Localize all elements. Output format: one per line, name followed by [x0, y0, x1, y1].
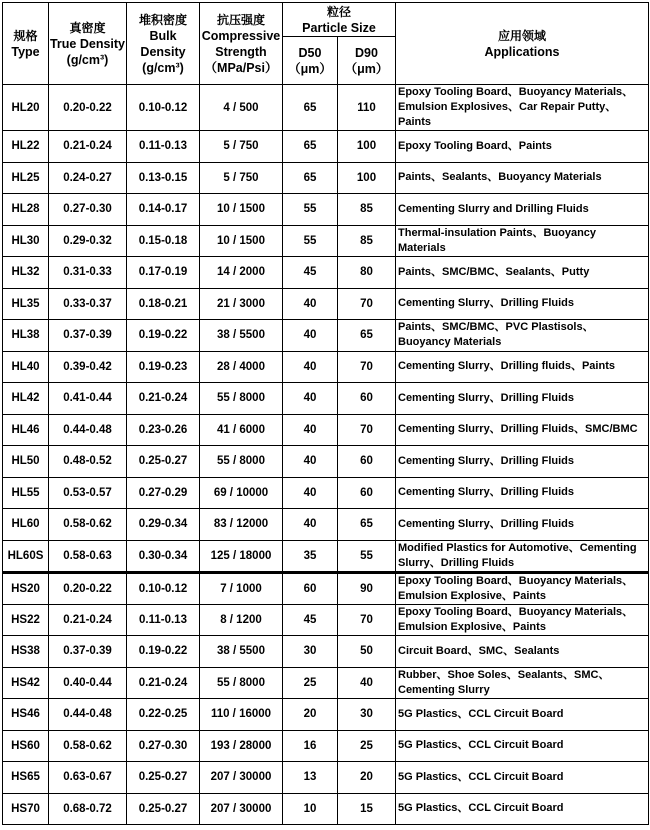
header-applications-en: Applications [484, 44, 560, 59]
table-row [3, 288, 649, 320]
cell-d90: 85 [338, 225, 396, 257]
cell-type: HS70 [3, 793, 49, 825]
cell-applications: Cementing Slurry、Drilling fluids、Paints [396, 351, 649, 383]
cell-true-density: 0.27-0.30 [49, 194, 127, 226]
cell-d50: 40 [283, 477, 338, 509]
cell-d50: 30 [283, 636, 338, 668]
cell-type: HL30 [3, 225, 49, 257]
cell-true-density: 0.33-0.37 [49, 288, 127, 320]
cell-applications: Paints、SMC/BMC、Sealants、Putty [396, 257, 649, 289]
cell-bulk-density: 0.22-0.25 [127, 699, 200, 731]
header-applications [396, 3, 649, 85]
table-row [3, 225, 649, 257]
spec-table-container [2, 2, 648, 828]
cell-d90: 100 [338, 131, 396, 163]
cell-d50: 65 [283, 131, 338, 163]
header-d50 [283, 37, 338, 85]
cell-d90: 60 [338, 477, 396, 509]
header-bulk-density-unit: (g/cm³) [142, 60, 184, 75]
cell-applications: Cementing Slurry、Drilling Fluids [396, 477, 649, 509]
header-d90-label: D90 [355, 45, 378, 60]
cell-bulk-density: 0.13-0.15 [127, 162, 200, 194]
cell-true-density: 0.68-0.72 [49, 793, 127, 825]
cell-applications: Cementing Slurry、Drilling Fluids [396, 446, 649, 478]
cell-applications: Cementing Slurry、Drilling Fluids [396, 288, 649, 320]
cell-true-density: 0.31-0.33 [49, 257, 127, 289]
cell-strength: 38 / 5500 [200, 636, 283, 668]
header-d90-unit: （μm） [344, 61, 389, 76]
table-row [3, 85, 649, 131]
cell-applications: Circuit Board、SMC、Sealants [396, 636, 649, 668]
cell-applications: Cementing Slurry、Drilling Fluids [396, 383, 649, 415]
cell-applications: Epoxy Tooling Board、Buoyancy Materials、Emulsion Explosive、Paints [396, 604, 649, 636]
cell-true-density: 0.39-0.42 [49, 351, 127, 383]
table-row [3, 540, 649, 572]
cell-d50: 40 [283, 509, 338, 541]
cell-strength: 5 / 750 [200, 162, 283, 194]
cell-applications: Rubber、Shoe Soles、Sealants、SMC、Cementing Slurry [396, 667, 649, 699]
cell-strength: 125 / 18000 [200, 540, 283, 572]
cell-applications: Cementing Slurry and Drilling Fluids [396, 194, 649, 226]
cell-strength: 5 / 750 [200, 131, 283, 163]
cell-type: HS60 [3, 730, 49, 762]
cell-strength: 83 / 12000 [200, 509, 283, 541]
header-type [3, 3, 49, 85]
cell-d90: 85 [338, 194, 396, 226]
cell-d90: 60 [338, 446, 396, 478]
cell-d50: 40 [283, 446, 338, 478]
cell-applications: Epoxy Tooling Board、Buoyancy Materials、Emulsion Explosives、Car Repair Putty、Paints [396, 85, 649, 131]
cell-true-density: 0.63-0.67 [49, 762, 127, 794]
header-type-en: Type [11, 44, 40, 59]
cell-strength: 55 / 8000 [200, 667, 283, 699]
cell-strength: 8 / 1200 [200, 604, 283, 636]
cell-bulk-density: 0.11-0.13 [127, 604, 200, 636]
cell-type: HS46 [3, 699, 49, 731]
cell-d90: 65 [338, 320, 396, 352]
cell-type: HL25 [3, 162, 49, 194]
cell-applications: Epoxy Tooling Board、Paints [396, 131, 649, 163]
cell-d50: 13 [283, 762, 338, 794]
cell-applications: Paints、SMC/BMC、PVC Plastisols、Buoyancy Materials [396, 320, 649, 352]
cell-type: HL35 [3, 288, 49, 320]
cell-bulk-density: 0.19-0.22 [127, 636, 200, 668]
cell-strength: 21 / 3000 [200, 288, 283, 320]
cell-true-density: 0.37-0.39 [49, 320, 127, 352]
cell-true-density: 0.21-0.24 [49, 131, 127, 163]
header-true-density [49, 3, 127, 85]
cell-type: HL38 [3, 320, 49, 352]
table-row [3, 604, 649, 636]
cell-strength: 55 / 8000 [200, 383, 283, 415]
cell-strength: 110 / 16000 [200, 699, 283, 731]
cell-d90: 70 [338, 288, 396, 320]
cell-true-density: 0.58-0.62 [49, 730, 127, 762]
cell-d50: 65 [283, 85, 338, 131]
cell-d50: 35 [283, 540, 338, 572]
cell-applications: Cementing Slurry、Drilling Fluids、SMC/BMC [396, 414, 649, 446]
cell-strength: 10 / 1500 [200, 194, 283, 226]
cell-strength: 38 / 5500 [200, 320, 283, 352]
cell-applications: Paints、Sealants、Buoyancy Materials [396, 162, 649, 194]
cell-bulk-density: 0.30-0.34 [127, 540, 200, 572]
cell-d90: 100 [338, 162, 396, 194]
cell-d50: 20 [283, 699, 338, 731]
cell-d90: 25 [338, 730, 396, 762]
cell-type: HL20 [3, 85, 49, 131]
cell-type: HL22 [3, 131, 49, 163]
cell-bulk-density: 0.21-0.24 [127, 383, 200, 415]
cell-d90: 20 [338, 762, 396, 794]
cell-strength: 10 / 1500 [200, 225, 283, 257]
cell-true-density: 0.44-0.48 [49, 414, 127, 446]
cell-type: HL32 [3, 257, 49, 289]
cell-true-density: 0.58-0.63 [49, 540, 127, 572]
cell-d90: 15 [338, 793, 396, 825]
table-row [3, 414, 649, 446]
cell-strength: 14 / 2000 [200, 257, 283, 289]
table-row [3, 131, 649, 163]
cell-true-density: 0.40-0.44 [49, 667, 127, 699]
cell-d90: 55 [338, 540, 396, 572]
header-type-zh: 规格 [13, 28, 38, 43]
header-bulk-density [127, 3, 200, 85]
cell-strength: 193 / 28000 [200, 730, 283, 762]
table-row [3, 162, 649, 194]
cell-true-density: 0.41-0.44 [49, 383, 127, 415]
cell-bulk-density: 0.25-0.27 [127, 446, 200, 478]
cell-d50: 60 [283, 572, 338, 604]
cell-applications: 5G Plastics、CCL Circuit Board [396, 762, 649, 794]
cell-applications: 5G Plastics、CCL Circuit Board [396, 793, 649, 825]
cell-d90: 30 [338, 699, 396, 731]
header-d50-unit: （μm） [288, 61, 332, 76]
table-row [3, 477, 649, 509]
cell-strength: 207 / 30000 [200, 762, 283, 794]
table-row [3, 320, 649, 352]
cell-bulk-density: 0.25-0.27 [127, 762, 200, 794]
cell-true-density: 0.21-0.24 [49, 604, 127, 636]
cell-type: HL50 [3, 446, 49, 478]
table-row [3, 446, 649, 478]
table-row [3, 762, 649, 794]
table-row [3, 793, 649, 825]
cell-d90: 70 [338, 414, 396, 446]
cell-true-density: 0.44-0.48 [49, 699, 127, 731]
cell-applications: Epoxy Tooling Board、Buoyancy Materials、Emulsion Explosive、Paints [396, 572, 649, 604]
cell-true-density: 0.48-0.52 [49, 446, 127, 478]
cell-strength: 55 / 8000 [200, 446, 283, 478]
table-row [3, 572, 649, 604]
cell-applications: Cementing Slurry、Drilling Fluids [396, 509, 649, 541]
header-d50-label: D50 [298, 45, 322, 60]
cell-type: HL60 [3, 509, 49, 541]
cell-d50: 25 [283, 667, 338, 699]
table-row [3, 730, 649, 762]
header-true-density-en: True Density [49, 36, 126, 51]
cell-type: HL42 [3, 383, 49, 415]
cell-applications: 5G Plastics、CCL Circuit Board [396, 699, 649, 731]
cell-true-density: 0.20-0.22 [49, 572, 127, 604]
cell-true-density: 0.53-0.57 [49, 477, 127, 509]
header-particle-size-en: Particle Size [302, 20, 376, 35]
cell-d90: 70 [338, 351, 396, 383]
header-bulk-density-zh: 堆积密度 [138, 12, 187, 27]
cell-strength: 207 / 30000 [200, 793, 283, 825]
header-particle-size [283, 3, 396, 37]
table-row [3, 667, 649, 699]
table-header [3, 3, 649, 85]
cell-d50: 55 [283, 225, 338, 257]
table-row [3, 351, 649, 383]
cell-bulk-density: 0.27-0.29 [127, 477, 200, 509]
header-d90 [338, 37, 396, 85]
cell-type: HS42 [3, 667, 49, 699]
cell-d50: 40 [283, 320, 338, 352]
cell-d50: 40 [283, 288, 338, 320]
table-body [3, 85, 649, 825]
header-bulk-density-en: Bulk Density [140, 28, 186, 59]
cell-d90: 90 [338, 572, 396, 604]
cell-true-density: 0.58-0.62 [49, 509, 127, 541]
cell-d90: 80 [338, 257, 396, 289]
header-particle-size-zh: 粒径 [326, 4, 351, 19]
cell-bulk-density: 0.10-0.12 [127, 85, 200, 131]
cell-true-density: 0.37-0.39 [49, 636, 127, 668]
cell-bulk-density: 0.27-0.30 [127, 730, 200, 762]
header-true-density-zh: 真密度 [69, 20, 106, 35]
cell-bulk-density: 0.25-0.27 [127, 793, 200, 825]
table-row [3, 509, 649, 541]
cell-strength: 41 / 6000 [200, 414, 283, 446]
cell-bulk-density: 0.21-0.24 [127, 667, 200, 699]
cell-true-density: 0.20-0.22 [49, 85, 127, 131]
cell-true-density: 0.24-0.27 [49, 162, 127, 194]
table-row [3, 194, 649, 226]
cell-bulk-density: 0.23-0.26 [127, 414, 200, 446]
header-strength-zh: 抗压强度 [216, 12, 265, 27]
product-spec-table [2, 2, 649, 825]
cell-d90: 50 [338, 636, 396, 668]
cell-d50: 55 [283, 194, 338, 226]
cell-type: HL60S [3, 540, 49, 572]
cell-strength: 28 / 4000 [200, 351, 283, 383]
header-strength [200, 3, 283, 85]
cell-d90: 110 [338, 85, 396, 131]
cell-d50: 40 [283, 414, 338, 446]
header-strength-en: Compressive Strength [201, 28, 281, 59]
cell-d50: 65 [283, 162, 338, 194]
cell-d50: 10 [283, 793, 338, 825]
cell-d50: 45 [283, 257, 338, 289]
cell-type: HS38 [3, 636, 49, 668]
table-row [3, 636, 649, 668]
header-strength-unit: （MPa/Psi） [204, 60, 278, 75]
cell-bulk-density: 0.18-0.21 [127, 288, 200, 320]
cell-bulk-density: 0.29-0.34 [127, 509, 200, 541]
table-row [3, 257, 649, 289]
cell-d50: 40 [283, 351, 338, 383]
cell-bulk-density: 0.14-0.17 [127, 194, 200, 226]
cell-strength: 7 / 1000 [200, 572, 283, 604]
cell-strength: 69 / 10000 [200, 477, 283, 509]
cell-d50: 40 [283, 383, 338, 415]
cell-bulk-density: 0.15-0.18 [127, 225, 200, 257]
cell-applications: 5G Plastics、CCL Circuit Board [396, 730, 649, 762]
cell-applications: Modified Plastics for Automotive、Cementing Slurry、Drilling Fluids [396, 540, 649, 572]
cell-type: HS65 [3, 762, 49, 794]
cell-d50: 16 [283, 730, 338, 762]
cell-type: HL28 [3, 194, 49, 226]
cell-d50: 45 [283, 604, 338, 636]
table-row [3, 383, 649, 415]
cell-d90: 40 [338, 667, 396, 699]
cell-true-density: 0.29-0.32 [49, 225, 127, 257]
cell-strength: 4 / 500 [200, 85, 283, 131]
cell-type: HL55 [3, 477, 49, 509]
cell-applications: Thermal-insulation Paints、Buoyancy Materials [396, 225, 649, 257]
cell-d90: 65 [338, 509, 396, 541]
cell-type: HL40 [3, 351, 49, 383]
cell-bulk-density: 0.19-0.22 [127, 320, 200, 352]
cell-bulk-density: 0.19-0.23 [127, 351, 200, 383]
cell-bulk-density: 0.10-0.12 [127, 572, 200, 604]
header-true-density-unit: (g/cm³) [66, 52, 109, 67]
table-row [3, 699, 649, 731]
cell-type: HL46 [3, 414, 49, 446]
cell-bulk-density: 0.17-0.19 [127, 257, 200, 289]
cell-d90: 70 [338, 604, 396, 636]
header-applications-zh: 应用领域 [497, 28, 546, 43]
cell-type: HS22 [3, 604, 49, 636]
cell-d90: 60 [338, 383, 396, 415]
cell-type: HS20 [3, 572, 49, 604]
cell-bulk-density: 0.11-0.13 [127, 131, 200, 163]
